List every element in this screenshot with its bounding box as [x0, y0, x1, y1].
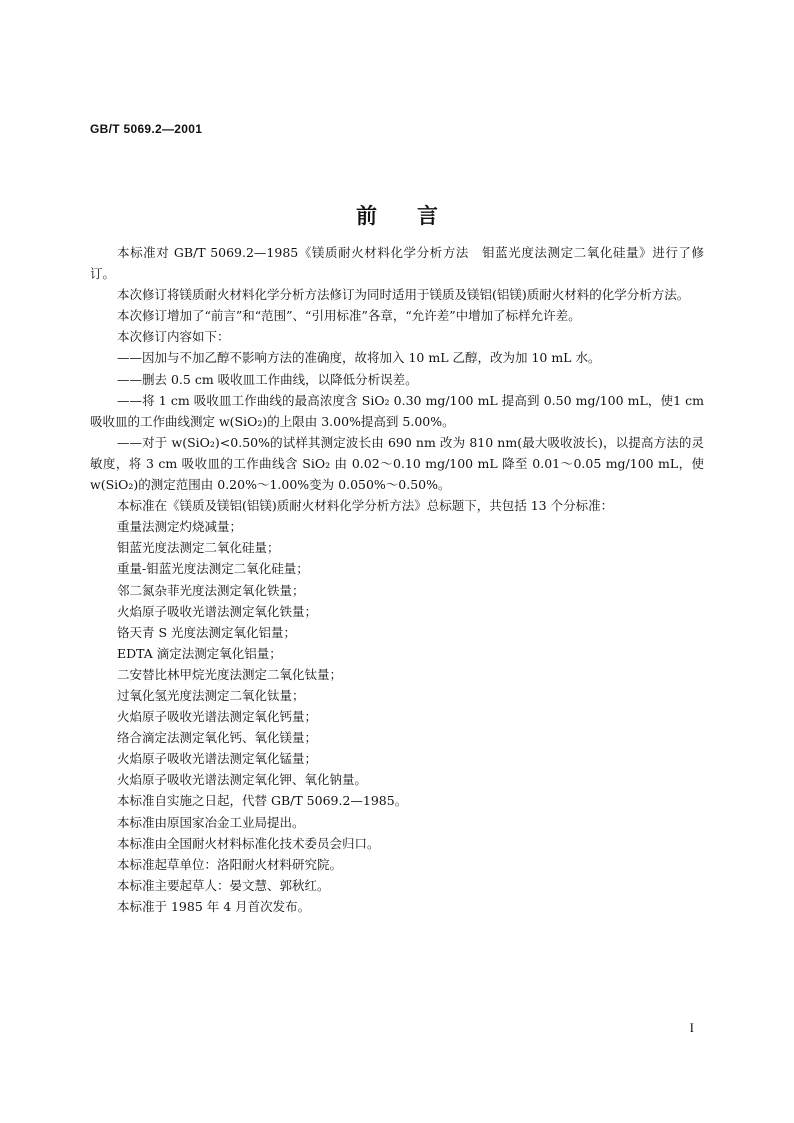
paragraph: 本次修订将镁质耐火材料化学分析方法修订为同时适用于镁质及镁铝(铝镁)质耐火材料的化学分析方法。 [117, 287, 690, 303]
title-char-1: 前 [356, 204, 377, 228]
sub-standard-list [90, 516, 704, 790]
revision-item: ——将 1 cm 吸收皿工作曲线的最高浓度含 SiO₂ 0.30 mg/100 mL 提高到 0.50 mg/100 mL，使1 cm吸收皿的工作曲线测定 w(SiO₂)的上限由 3.00%提高到 5.00%。 [90, 392, 704, 429]
revision-item: ——因加与不加乙醇不影响方法的准确度，故将加入 10 mL 乙醇，改为加 10 mL 水。 [117, 350, 601, 366]
paragraph: 本标准由全国耐火材料标准化技术委员会归口。 [117, 835, 380, 851]
paragraph: 本次修订增加了“前言”和“范围”、“引用标准”各章，“允许差”中增加了标样允许差。 [117, 308, 581, 324]
list-item: 邻二氮杂菲光度法测定氧化铁量； [117, 582, 305, 598]
paragraph: 本标准于 1985 年 4 月首次发布。 [117, 898, 311, 914]
list-item: 火焰原子吸收光谱法测定氧化锰量； [117, 751, 318, 767]
page-number: I [689, 1020, 694, 1035]
paragraph: 本标准主要起草人：晏文慧、郭秋红。 [117, 877, 330, 893]
paragraph: 本次修订内容如下： [117, 329, 230, 345]
list-item: 过氧化氢光度法测定二氧化钛量； [117, 687, 305, 703]
list-item: 二安替比林甲烷光度法测定二氧化钛量； [117, 666, 343, 682]
page-title [0, 200, 794, 230]
list-item: 火焰原子吸收光谱法测定氧化钙量； [117, 709, 318, 725]
list-item: 重量法测定灼烧减量； [117, 519, 243, 535]
list-item: 重量-钼蓝光度法测定二氧化硅量； [117, 561, 309, 577]
revision-item: ——删去 0.5 cm 吸收皿工作曲线，以降低分析误差。 [117, 371, 418, 387]
list-item: EDTA 滴定法测定氧化铝量； [117, 645, 282, 661]
paragraph: 本标准在《镁质及镁铝(铝镁)质耐火材料化学分析方法》总标题下，共包括 13 个分标准： [117, 498, 614, 514]
paragraph: 本标准自实施之日起，代替 GB/T 5069.2—1985。 [117, 793, 408, 809]
title-char-2: 言 [417, 204, 438, 228]
paragraph: 本标准对 GB/T 5069.2—1985《镁质耐火材料化学分析方法 钼蓝光度法测定二氧化硅量》进行了修订。 [90, 245, 704, 282]
list-item: 火焰原子吸收光谱法测定氧化铁量； [117, 603, 318, 619]
paragraph: 本标准起草单位：洛阳耐火材料研究院。 [117, 856, 343, 872]
foreword-body [90, 242, 704, 917]
list-item: 络合滴定法测定氧化钙、氧化镁量； [117, 730, 318, 746]
revision-item: ——对于 w(SiO₂)<0.50%的试样其测定波长由 690 nm 改为 810 nm(最大吸收波长)，以提高方法的灵敏度，将 3 cm 吸收皿的工作曲线含 SiO₂ 由 0.02～0.10 mg/100 mL 降至 0.01～0.05 mg/100 mL，使 w(SiO₂)的测定范围由 0.20%～1.00%变为 0.050%～0.50%。 [90, 434, 704, 493]
standard-number-header: GB/T 5069.2—2001 [90, 122, 203, 136]
paragraph: 本标准由原国家冶金工业局提出。 [117, 814, 305, 830]
list-item: 火焰原子吸收光谱法测定氧化钾、氧化钠量。 [117, 772, 368, 788]
list-item: 铬天青 S 光度法测定氧化铝量； [117, 624, 297, 640]
list-item: 钼蓝光度法测定二氧化硅量； [117, 540, 280, 556]
